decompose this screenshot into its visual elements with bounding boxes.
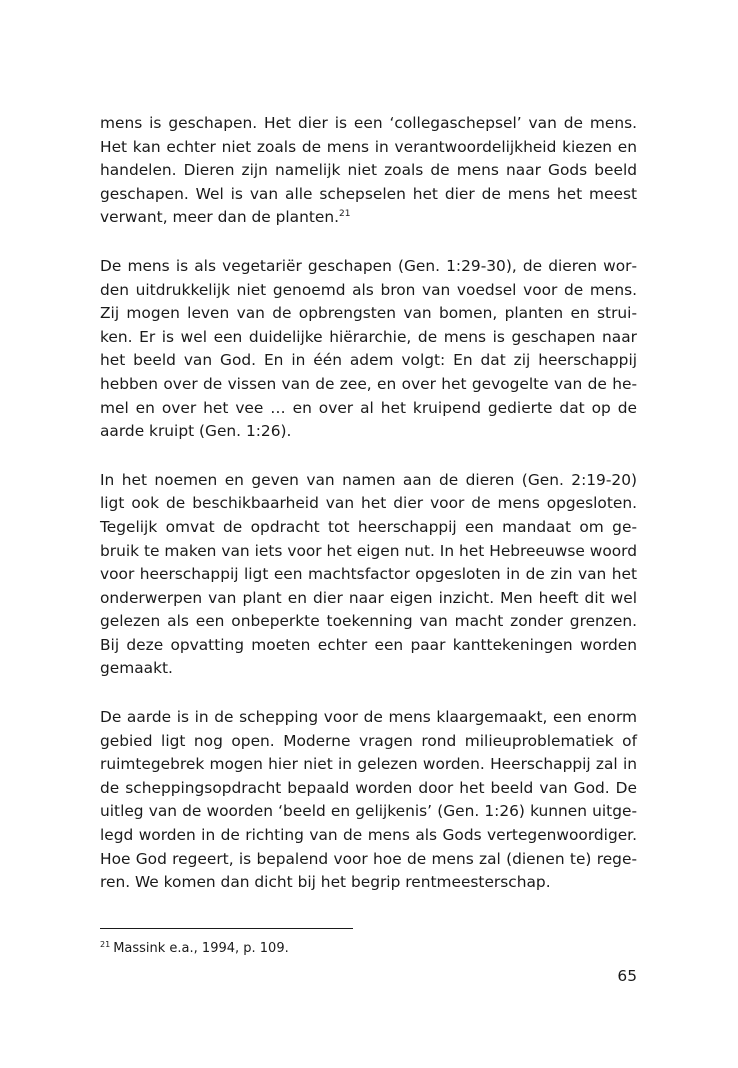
page-body [100, 112, 637, 920]
paragraph-2-text: De mens is als vegetariër geschapen (Gen. 1:29-30), de dieren worden uitdrukkelijk niet genoemd als bron van voedsel voor de mens. Zij mogen leven van de opbrengsten van bomen, planten en struiken. Er is wel een duidelijke hiërarchie, de mens is geschapen naar het beeld van God. En in één adem volgt: En dat zij heerschappij hebben over de vissen van de zee, en over het gevogelte van de hemel en over het vee … en over al het kruipend gedierte dat op de aarde kruipt (Gen. 1:26). [100, 256, 637, 441]
page-number: 65 [617, 967, 637, 985]
paragraph-3-text: In het noemen en geven van namen aan de dieren (Gen. 2:19-20) ligt ook de beschikbaarheid van het dier voor de mens opgesloten. Tegelijk omvat de opdracht tot heerschappij een mandaat om gebruik te maken van iets voor het eigen nut. In het Hebreeuwse woord voor heerschappij ligt een machtsfactor opgesloten in de zin van het onderwerpen van plant en dier naar eigen inzicht. Men heeft dit wel gelezen als een onbeperkte toekenning van macht zonder grenzen. Bij deze opvatting moeten echter een paar kanttekeningen worden gemaakt. [100, 470, 637, 678]
paragraph-2 [100, 255, 637, 444]
footnote [100, 940, 289, 958]
paragraph-4 [100, 706, 637, 895]
footnote-marker: 21 [100, 939, 111, 949]
footnote-text: Massink e.a., 1994, p. 109. [113, 941, 289, 956]
paragraph-1-text: mens is geschapen. Het dier is een ‘collegaschepsel’ van de mens. Het kan echter niet zoals de mens in verantwoordelijkheid kiezen en handelen. Dieren zijn namelijk niet zoals de mens naar Gods beeld geschapen. Wel is van alle schepselen het dier de mens het meest verwant, meer dan de planten. [100, 114, 637, 227]
paragraph-3 [100, 469, 637, 681]
paragraph-4-text: De aarde is in de schepping voor de mens klaargemaakt, een enorm gebied ligt nog open. Moderne vragen rond milieuproblematiek of ruimtegebrek mogen hier niet in gelezen worden. Heerschappij zal in de scheppingsopdracht bepaald worden door het beeld van God. De uitleg van de woorden ‘beeld en gelijkenis’ (Gen. 1:26) kunnen uitgelegd worden in de richting van de mens als Gods vertegenwoordiger. Hoe God regeert, is bepalend voor hoe de mens zal (dienen te) regeren. We komen dan dicht bij het begrip rentmeesterschap. [100, 708, 637, 892]
footnote-reference[interactable]: 21 [339, 209, 351, 220]
footnote-divider [100, 928, 353, 929]
paragraph-1 [100, 112, 637, 230]
